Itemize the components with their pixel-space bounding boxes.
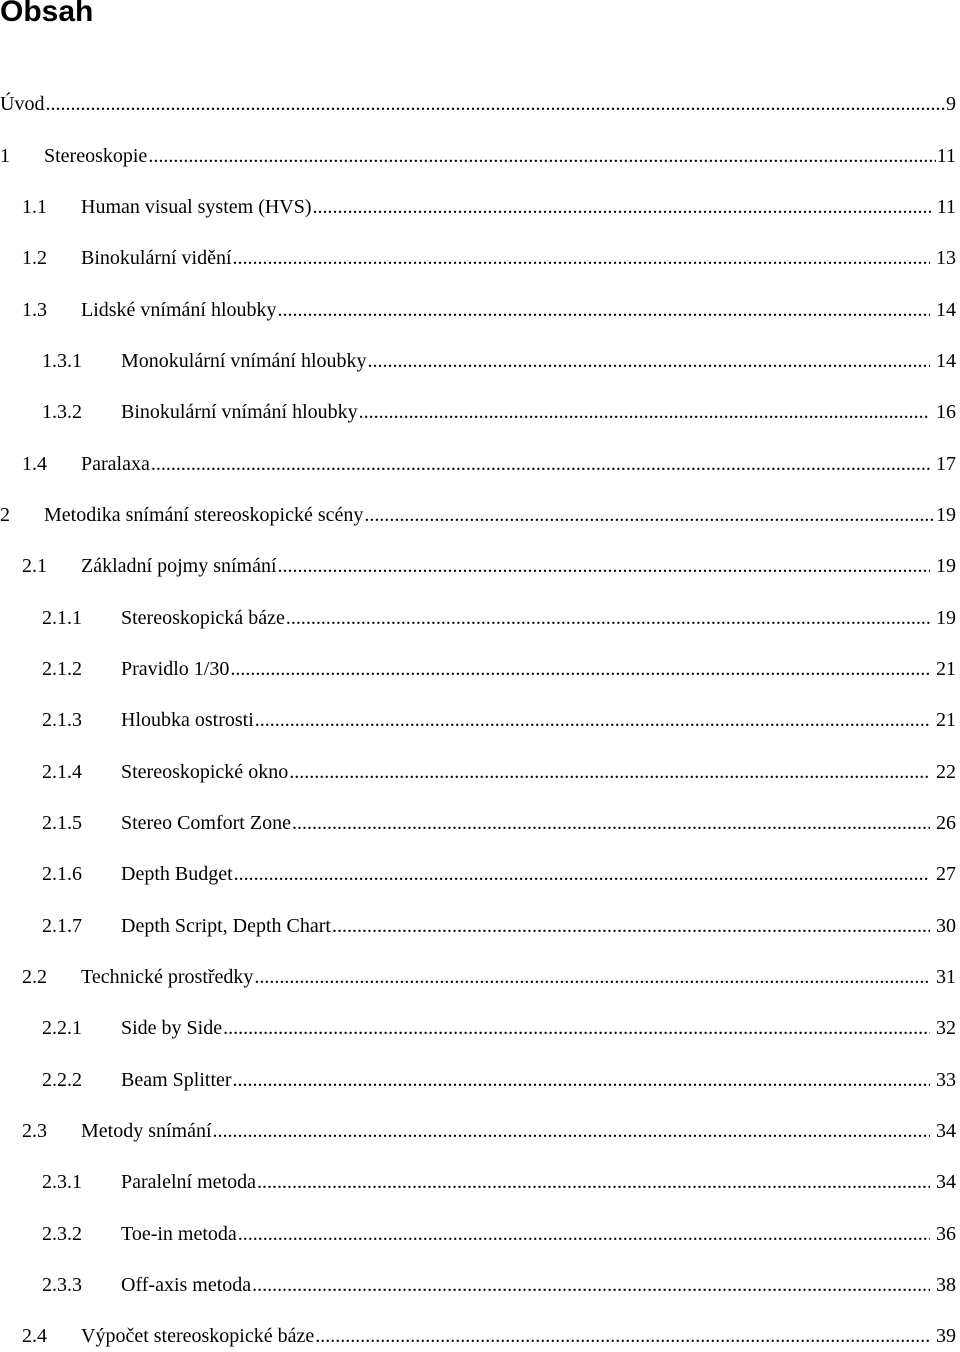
- toc-entry-title: Metodika snímání stereoskopické scény: [44, 504, 364, 526]
- toc-entry-title: Paralelní metoda: [121, 1171, 256, 1193]
- toc-leader-dots: [292, 808, 930, 838]
- toc-entry-title: Binokulární vidění: [81, 247, 232, 269]
- toc-leader-dots: [238, 1219, 930, 1249]
- page-title: Obsah: [0, 0, 94, 28]
- toc-leader-dots: [368, 346, 930, 376]
- toc-entry-title: Paralaxa: [81, 453, 150, 475]
- toc-page-number: 14: [936, 299, 956, 321]
- toc-entry-1-3-1[interactable]: [42, 346, 956, 376]
- toc-entry-2-3[interactable]: [22, 1116, 956, 1146]
- toc-entry-number: 2.3.1: [42, 1171, 82, 1193]
- toc-entry-2-1-4[interactable]: [42, 757, 956, 787]
- toc-entry-number: 2.3: [22, 1120, 47, 1142]
- toc-entry-title: Off-axis metoda: [121, 1274, 252, 1296]
- toc-entry-number: 2.1.4: [42, 761, 82, 783]
- toc-entry-2-2-2[interactable]: [42, 1065, 956, 1095]
- toc-entry-uvod[interactable]: [0, 89, 956, 119]
- toc-entry-2-2[interactable]: [22, 962, 956, 992]
- toc-entry-title: Hloubka ostrosti: [121, 709, 254, 731]
- toc-entry-number: 2: [0, 504, 10, 526]
- toc-page-number: 38: [936, 1274, 956, 1296]
- toc-leader-dots: [289, 757, 930, 787]
- toc-page-number: 39: [936, 1325, 956, 1347]
- toc-entry-number: 2.1.1: [42, 607, 82, 629]
- toc-entry-2-3-2[interactable]: [42, 1219, 956, 1249]
- toc-entry-number: 2.1.3: [42, 709, 82, 731]
- toc-page-number: 14: [936, 350, 956, 372]
- toc-leader-dots: [315, 1321, 930, 1351]
- toc-leader-dots: [252, 1270, 930, 1300]
- toc-page-number: 16: [936, 401, 956, 423]
- toc-page-number: 34: [936, 1120, 956, 1142]
- toc-entry-1-3[interactable]: [22, 295, 956, 325]
- toc-entry-title: Depth Budget: [121, 863, 233, 885]
- toc-leader-dots: [223, 1013, 930, 1043]
- toc-leader-dots: [278, 551, 930, 581]
- toc-page-number: 21: [936, 709, 956, 731]
- toc-entry-2-1-2[interactable]: [42, 654, 956, 684]
- toc-entry-title: Pravidlo 1/30: [121, 658, 230, 680]
- toc-page-number: 26: [936, 812, 956, 834]
- toc-entry-title: Binokulární vnímání hloubky: [121, 401, 358, 423]
- toc-entry-2-1[interactable]: [22, 551, 956, 581]
- toc-leader-dots: [151, 449, 930, 479]
- toc-leader-dots: [213, 1116, 930, 1146]
- toc-entry-title: Monokulární vnímání hloubky: [121, 350, 367, 372]
- toc-entry-title: Beam Splitter: [121, 1069, 232, 1091]
- toc-entry-title: Human visual system (HVS): [81, 196, 312, 218]
- toc-entry-2-2-1[interactable]: [42, 1013, 956, 1043]
- toc-entry-number: 2.2.2: [42, 1069, 82, 1091]
- toc-leader-dots: [286, 603, 930, 633]
- toc-entry-number: 2.2.1: [42, 1017, 82, 1039]
- toc-leader-dots: [278, 295, 930, 325]
- toc-entry-number: 1.3.1: [42, 350, 82, 372]
- toc-entry-number: 1.4: [22, 453, 47, 475]
- toc-entry-number: 2.1: [22, 555, 47, 577]
- toc-entry-number: 1: [0, 145, 10, 167]
- toc-entry-number: 1.3: [22, 299, 47, 321]
- toc-page-number: 36: [936, 1223, 956, 1245]
- toc-page-number: 19: [936, 607, 956, 629]
- toc-entry-number: 2.2: [22, 966, 47, 988]
- toc-leader-dots: [257, 1167, 930, 1197]
- toc-page-number: 9: [946, 93, 956, 115]
- toc-entry-2-3-1[interactable]: [42, 1167, 956, 1197]
- toc-entry-title: Stereoskopie: [44, 145, 148, 167]
- toc-page-number: 13: [936, 247, 956, 269]
- toc-entry-title: Základní pojmy snímání: [81, 555, 277, 577]
- toc-leader-dots: [313, 192, 931, 222]
- toc-entry-2-3-3[interactable]: [42, 1270, 956, 1300]
- toc-entry-title: Stereoskopická báze: [121, 607, 285, 629]
- toc-entry-number: 2.1.5: [42, 812, 82, 834]
- toc-leader-dots: [254, 962, 930, 992]
- toc-leader-dots: [233, 1065, 930, 1095]
- toc-page-number: 33: [936, 1069, 956, 1091]
- toc-page-number: 19: [936, 555, 956, 577]
- toc-entry-number: 2.1.7: [42, 915, 82, 937]
- toc-page-number: 22: [936, 761, 956, 783]
- toc-leader-dots: [234, 859, 930, 889]
- toc-page-number: 34: [936, 1171, 956, 1193]
- toc-leader-dots: [230, 654, 930, 684]
- toc-entry-1-3-2[interactable]: [42, 397, 956, 427]
- toc-entry-2-1-7[interactable]: [42, 911, 956, 941]
- toc-leader-dots: [364, 500, 935, 530]
- toc-entry-number: 1.3.2: [42, 401, 82, 423]
- toc-entry-2-1-5[interactable]: [42, 808, 956, 838]
- toc-entry-title: Depth Script, Depth Chart: [121, 915, 331, 937]
- toc-entry-title: Lidské vnímání hloubky: [81, 299, 277, 321]
- toc-page-number: 32: [936, 1017, 956, 1039]
- toc-entry-number: 1.2: [22, 247, 47, 269]
- toc-entry-title: Technické prostředky: [81, 966, 254, 988]
- toc-entry-title: Side by Side: [121, 1017, 223, 1039]
- toc-page-number: 17: [936, 453, 956, 475]
- toc-entry-number: 1.1: [22, 196, 47, 218]
- toc-page-number: 30: [936, 915, 956, 937]
- toc-entry-1-1[interactable]: [22, 192, 956, 222]
- toc-entry-title: Metody snímání: [81, 1120, 212, 1142]
- toc-leader-dots: [255, 705, 930, 735]
- toc-entry-number: 2.3.2: [42, 1223, 82, 1245]
- toc-leader-dots: [359, 397, 930, 427]
- toc-entry-title: Stereoskopické okno: [121, 761, 289, 783]
- toc-page-number: 11: [936, 196, 956, 218]
- toc-entry-2-1-1[interactable]: [42, 603, 956, 633]
- toc-entry-2-4[interactable]: [22, 1321, 956, 1351]
- toc-entry-1-4[interactable]: [22, 449, 956, 479]
- toc-page-number: 31: [936, 966, 956, 988]
- toc-entry-1-2[interactable]: [22, 243, 956, 273]
- toc-entry-number: 2.3.3: [42, 1274, 82, 1296]
- toc-entry-title: Úvod: [0, 93, 45, 115]
- toc-leader-dots: [233, 243, 930, 273]
- toc-entry-2[interactable]: [0, 500, 956, 530]
- toc-entry-1[interactable]: [0, 141, 956, 171]
- toc-entry-title: Stereo Comfort Zone: [121, 812, 291, 834]
- toc-page-number: 11: [936, 145, 956, 167]
- toc-leader-dots: [332, 911, 930, 941]
- toc-page-number: 21: [936, 658, 956, 680]
- toc-entry-number: 2.4: [22, 1325, 47, 1347]
- toc-entry-number: 2.1.6: [42, 863, 82, 885]
- toc-page-number: 19: [936, 504, 956, 526]
- toc-entry-2-1-6[interactable]: [42, 859, 956, 889]
- toc-entry-2-1-3[interactable]: [42, 705, 956, 735]
- toc-entry-number: 2.1.2: [42, 658, 82, 680]
- toc-entry-title: Toe-in metoda: [121, 1223, 237, 1245]
- toc-page-number: 27: [936, 863, 956, 885]
- toc-leader-dots: [148, 141, 935, 171]
- toc-entry-title: Výpočet stereoskopické báze: [81, 1325, 315, 1347]
- toc-leader-dots: [45, 89, 945, 119]
